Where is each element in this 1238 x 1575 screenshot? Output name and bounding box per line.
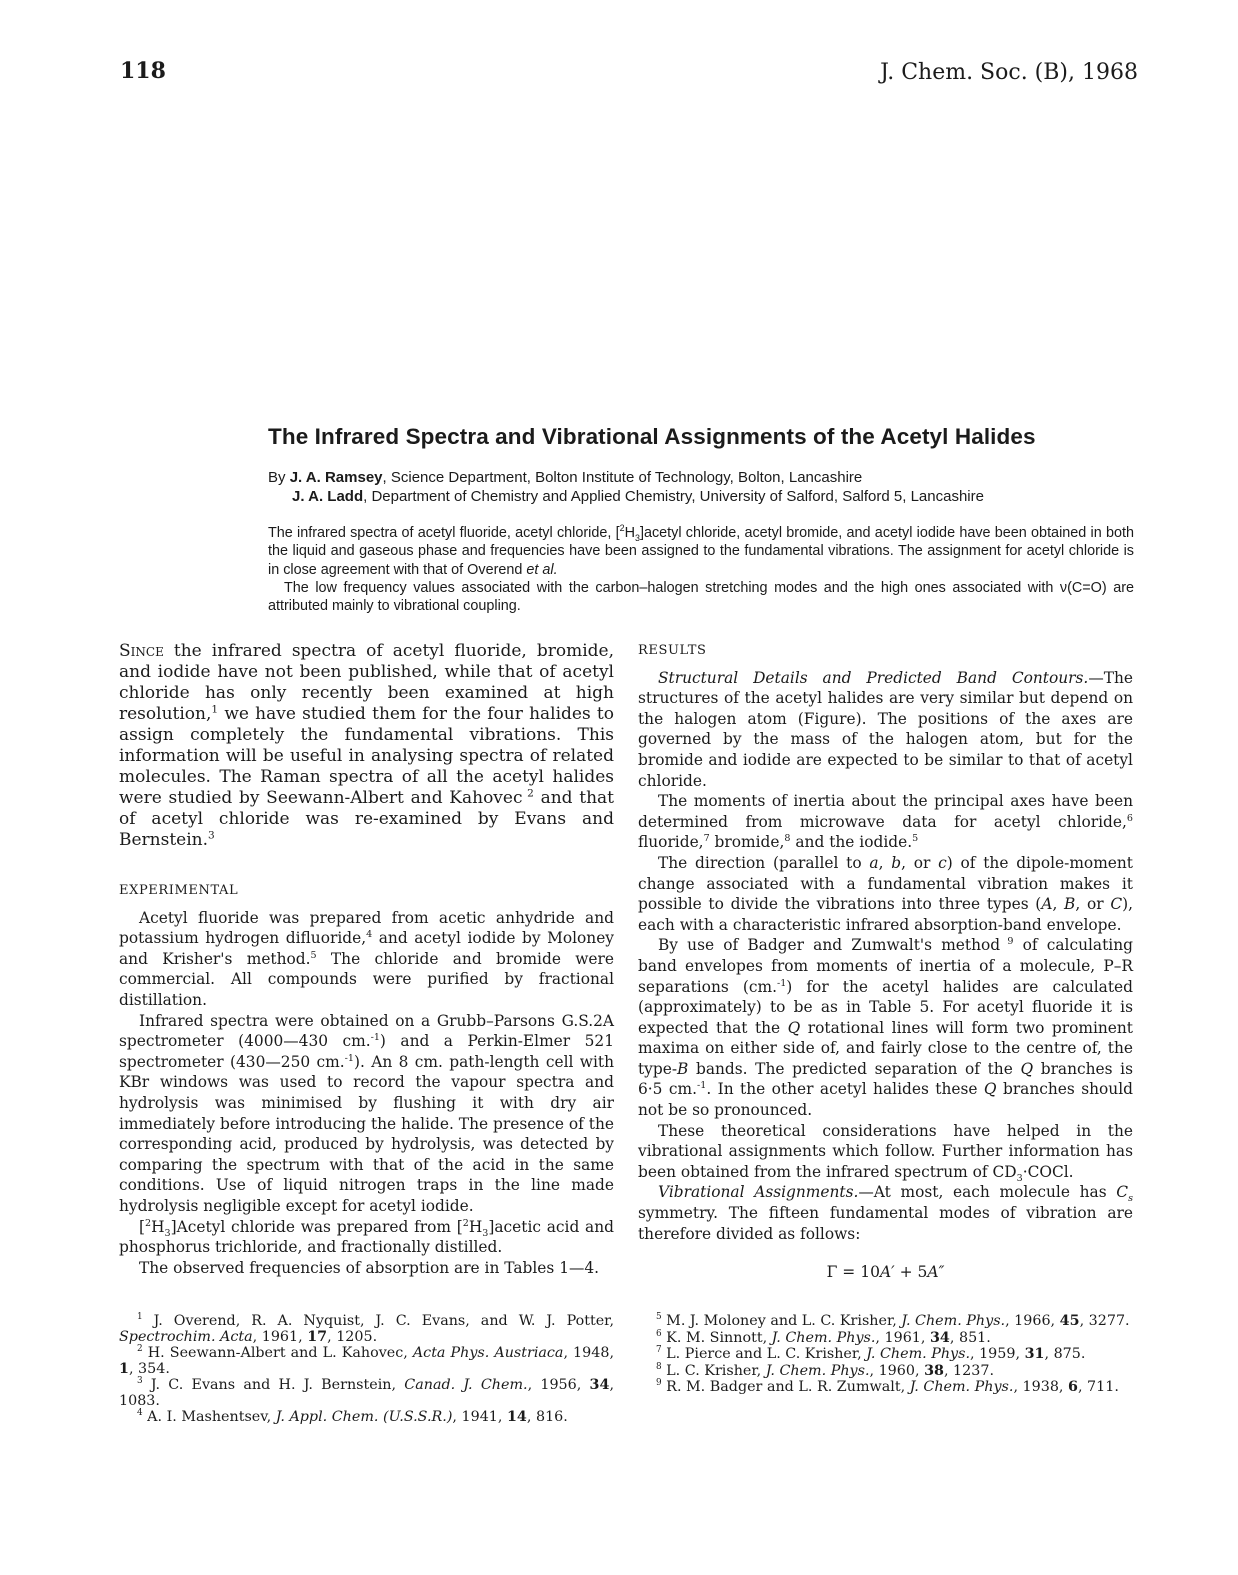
author-name: J. A. Ramsey <box>289 469 383 486</box>
body-paragraph: Acetyl fluoride was prepared from acetic anhydride and potassium hydrogen difluoride,$^4$ and acetyl iodide by Moloney and Krisher's method.$^5$ The chloride and bromide were commercial. All compounds were purified by fractional distillation. <box>119 908 615 1009</box>
footnote: $^8$ L. C. Krisher, J. Chem. Phys., 1960, 38, 1237. <box>656 1361 994 1379</box>
footnote: $^1$ J. Overend, R. A. Nyquist, J. C. Evans, and W. J. Potter, Spectrochim. Acta, 1961, 17, 1205. <box>119 1312 614 1345</box>
footnotes-right <box>638 1314 1133 1397</box>
section-heading-experimental: EXPERIMENTAL <box>119 883 239 898</box>
footnote: $^4$ A. I. Mashentsev, J. Appl. Chem. (U.S.S.R.), 1941, 14, 816. <box>137 1408 568 1425</box>
body-paragraph: The direction (parallel to a, b, or c) of the dipole-moment change associated with a fundamental vibration makes it possible to divide the vibrations into three types (A, B, or C), each with a characteristic infrared absorption-band envelope. <box>638 853 1133 934</box>
abstract-paragraph: The low frequency values associated with the carbon–halogen stretching modes and the high ones associated with ν(C=O) are attributed mainly to vibrational coupling. <box>268 579 1134 615</box>
intro-paragraph: Since the infrared spectra of acetyl fluoride, bromide, and iodide have not been published, while that of acetyl chloride has only recently been examined at high resolution,$^1$ we have studied them for the four halides to assign completely the fundamental vibrations. This information will be useful in analysing spectra of related molecules. The Raman spectra of all the acetyl halides were studied by Seewann-Albert and Kahovec $^2$ and that of acetyl chloride was re-examined by Evans and Bernstein.$^3$ <box>119 641 614 850</box>
footnote: $^3$ J. C. Evans and H. J. Bernstein, Canad. J. Chem., 1956, 34, 1083. <box>119 1376 614 1409</box>
author-affiliation: , Department of Chemistry and Applied Chemistry, University of Salford, Salford 5, Lancashire <box>363 488 984 505</box>
author-block <box>268 468 1148 506</box>
body-paragraph: Vibrational Assignments.—At most, each molecule has $C_s$ symmetry. The fifteen fundamental modes of vibration are therefore divided as follows: <box>638 1183 1133 1243</box>
body-paragraph: Structural Details and Predicted Band Contours.—The structures of the acetyl halides are very similar but depend on the halogen atom (Figure). The positions of the axes are governed by the mass of the halogen atom, but for the bromide and iodide are expected to be similar to that of acetyl chloride. <box>638 668 1133 790</box>
article-title: The Infrared Spectra and Vibrational Assignments of the Acetyl Halides <box>268 424 1036 449</box>
footnote: $^7$ L. Pierce and L. C. Krisher, J. Chem. Phys., 1959, 31, 875. <box>656 1345 1086 1362</box>
page-number: 118 <box>120 58 166 84</box>
author-line <box>268 487 1148 506</box>
section-heading-results: RESULTS <box>638 643 707 658</box>
author-name: J. A. Ladd <box>292 488 364 505</box>
left-column <box>119 641 614 1278</box>
footnote: $^2$ H. Seewann-Albert and L. Kahovec, Acta Phys. Austriaca, 1948, 1, 354. <box>119 1344 614 1377</box>
body-paragraph: These theoretical considerations have helped in the vibrational assignments which follow. Further information has been obtained from the infrared spectrum of $CD_3\cdot COCl$. <box>638 1121 1133 1184</box>
abstract <box>268 524 1134 615</box>
author-line <box>268 468 1148 487</box>
author-affiliation: , Science Department, Bolton Institute of Technology, Bolton, Lancashire <box>382 469 863 486</box>
body-paragraph: The observed frequencies of absorption are in Tables 1—4. <box>139 1258 600 1277</box>
body-paragraph: $[^2H_3]Acetyl$ chloride was prepared from $[^2H_3]acetic$ acid and phosphorus trichloride, and fractionally distilled. <box>119 1217 614 1257</box>
journal-reference: J. Chem. Soc. (B), 1968 <box>880 60 1138 85</box>
author-prefix: By <box>268 469 290 486</box>
footnote: $^6$ K. M. Sinnott, J. Chem. Phys., 1961, 34, 851. <box>656 1328 991 1346</box>
footnote: $^9$ R. M. Badger and L. R. Zumwalt, J. Chem. Phys., 1938, 6, 711. <box>656 1378 1119 1395</box>
body-paragraph: The moments of inertia about the principal axes have been determined from microwave data for acetyl chloride,$^6$ fluoride,$^7$ bromide,$^8$ and the iodide.$^5$ <box>638 792 1133 852</box>
footnotes-left <box>119 1314 614 1427</box>
body-paragraph: Infrared spectra were obtained on a Grubb–Parsons G.S.2A spectrometer (4000—430 cm.$^{-1}$) and a Perkin-Elmer 521 spectrometer (430—250 cm.$^{-1}$). An 8 cm. path-length cell with KBr windows was used to record the vapour spectra and hydrolysis was minimised by flushing it with dry air immediately before introducing the halide. The presence of the corresponding acid, produced by hydrolysis, was detected by comparing the spectrum with that of the acid in the same conditions. Use of liquid nitrogen traps in the line made hydrolysis negligible except for acetyl iodide. <box>119 1011 614 1215</box>
symmetry-formula: Γ = 10A′ + 5A″ <box>826 1263 945 1282</box>
abstract-paragraph: The infrared spectra of acetyl fluoride, acetyl chloride, $[^2H_3]acetyl$ chloride, acetyl bromide, and acetyl iodide have been obtained in both the liquid and gaseous phase and frequencies have been assigned to the fundamental vibrations. The assignment for acetyl chloride is in close agreement with that of Overend et al. <box>268 523 1134 578</box>
body-paragraph: By use of Badger and Zumwalt's method $^9$ of calculating band envelopes from moments of inertia of a molecule, P–R separations (cm.$^{-1}$) for the acetyl halides are calculated (approximately) to be as in Table 5. For acetyl fluoride it is expected that the Q rotational lines will form two prominent maxima on either side of, and fairly close to the centre of, the type-B bands. The predicted separation of the Q branches is 6·5 cm.$^{-1}$. In the other acetyl halides these Q branches should not be so pronounced. <box>638 936 1133 1120</box>
right-column <box>638 641 1133 1283</box>
footnote: $^5$ M. J. Moloney and L. C. Krisher, J. Chem. Phys., 1966, 45, 3277. <box>656 1312 1130 1329</box>
